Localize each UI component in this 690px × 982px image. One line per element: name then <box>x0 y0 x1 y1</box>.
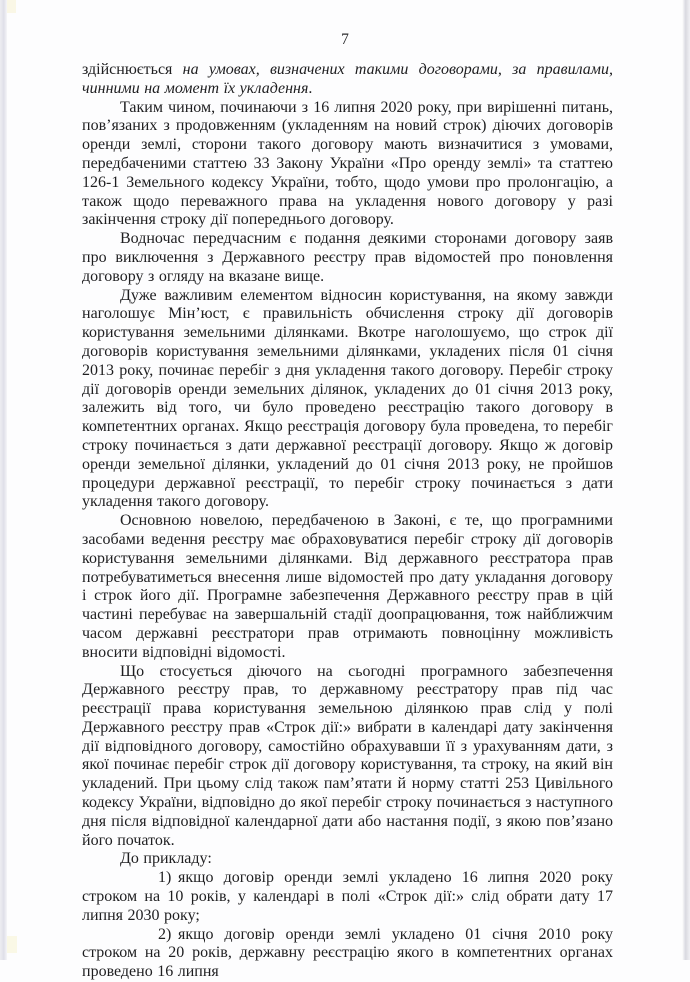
paragraph <box>82 61 613 99</box>
photo-edge-right <box>682 0 690 960</box>
text-run: якщо договір оренди землі укладено 16 липня 2020 року строком на 10 років, у календарі в полі «Строк дії:» слід обрати дату 17 липня 2030 року; <box>82 869 613 924</box>
page-number: 7 <box>341 31 349 48</box>
photo-edge-left <box>0 0 7 960</box>
paragraph <box>82 230 613 286</box>
paragraph <box>82 287 613 513</box>
document-body <box>82 61 613 982</box>
list-item <box>82 926 613 982</box>
text-run: якщо договір оренди землі укладено 01 січня 2010 року строком на 20 років, державну реєстрацію якого в компетентних органах проведено 16 липня <box>82 925 613 981</box>
paragraph <box>82 99 613 231</box>
photo-artifact-top <box>7 0 16 13</box>
text-run: До прикладу: <box>120 850 212 868</box>
text-run: на умовах, визначених такими договорами, за правилами, чинними на момент їх укладення <box>82 61 613 97</box>
text-run: Основною новелою, передбаченою в Законі, є те, що програмними засобами ведення реєстру має обраховуватися перебіг строку дії договорів користування земельними ділянками. Від державного реєстратора прав потребуватиметься внесення лише відомостей про дату укладання договору і строк його дії. Програмне забезпечення Державного реєстру прав в цій частині перебуває на завершальній стадії доопрацювання, тож найближчим часом державні реєстратори прав отримають повноцінну можливість вносити відповідні відомості. <box>82 512 613 661</box>
text-run: . <box>308 79 313 97</box>
text-run: здійснюється <box>82 61 183 78</box>
paragraph <box>82 850 613 869</box>
list-marker: 1) <box>158 869 172 887</box>
photo-artifact-bottom <box>7 936 17 953</box>
text-run: Водночас передчасним є подання деякими сторонами договору заяв про виключення з Державного реєстру прав відомостей про поновлення договору з огляду на вказане вище. <box>82 230 613 285</box>
list-item <box>82 869 613 925</box>
text-run: Таким чином, починаючи з 16 липня 2020 року, при вирішенні питань, пов’язаних з продовженням (укладенням на новий строк) діючих договорів оренди землі, сторони такого договору мають визначитися з умовами, передбаченими статтею 33 Закону України «Про оренду землі» та статтею 126-1 Земельного кодексу України, тобто, щодо умови про пролонгацію, а також щодо переважного права на укладення нового договору у разі закінчення строку дії попереднього договору. <box>82 98 613 229</box>
paragraph <box>82 663 613 851</box>
text-run: Дуже важливим елементом відносин користування, на якому завжди наголошує Мін’юст, є правильність обчислення строку дії договорів користування земельними ділянками. Вкотре наголошуємо, що строк дії договорів користування земельними ділянками, укладених після 01 січня 2013 року, починає перебіг з дня укладення такого договору. Перебіг строку дії договорів оренди земельних ділянок, укладених до 01 січня 2013 року, залежить від того, чи було проведено реєстрацію такого договору в компетентних органах. Якщо реєстрація договору була проведена, то перебіг строку починається з дати державної реєстрації договору. Якщо ж договір оренди земельної ділянки, укладений до 01 січня 2013 року, не пройшов процедури державної реєстрації, то перебіг строку починається з дати укладення такого договору. <box>82 286 613 511</box>
text-run: Що стосується діючого на сьогодні програмного забезпечення Державного реєстру прав, то державному реєстратору прав під час реєстрації права користування земельною ділянкою прав слід у полі Державного реєстру прав «Строк дії:» вибрати в календарі дату закінчення дії відповідного договору, самостійно обрахувавши її з урахуванням дати, з якої починає перебіг строк дії договору користування, та строку, на який він укладений. При цьому слід також пам’ятати й норму статті 253 Цивільного кодексу України, відповідно до якої перебіг строку починається з наступного дня після відповідної календарної дати або настання події, з якою пов’язано його початок. <box>82 662 613 849</box>
list-marker: 2) <box>158 925 172 943</box>
paragraph <box>82 512 613 662</box>
